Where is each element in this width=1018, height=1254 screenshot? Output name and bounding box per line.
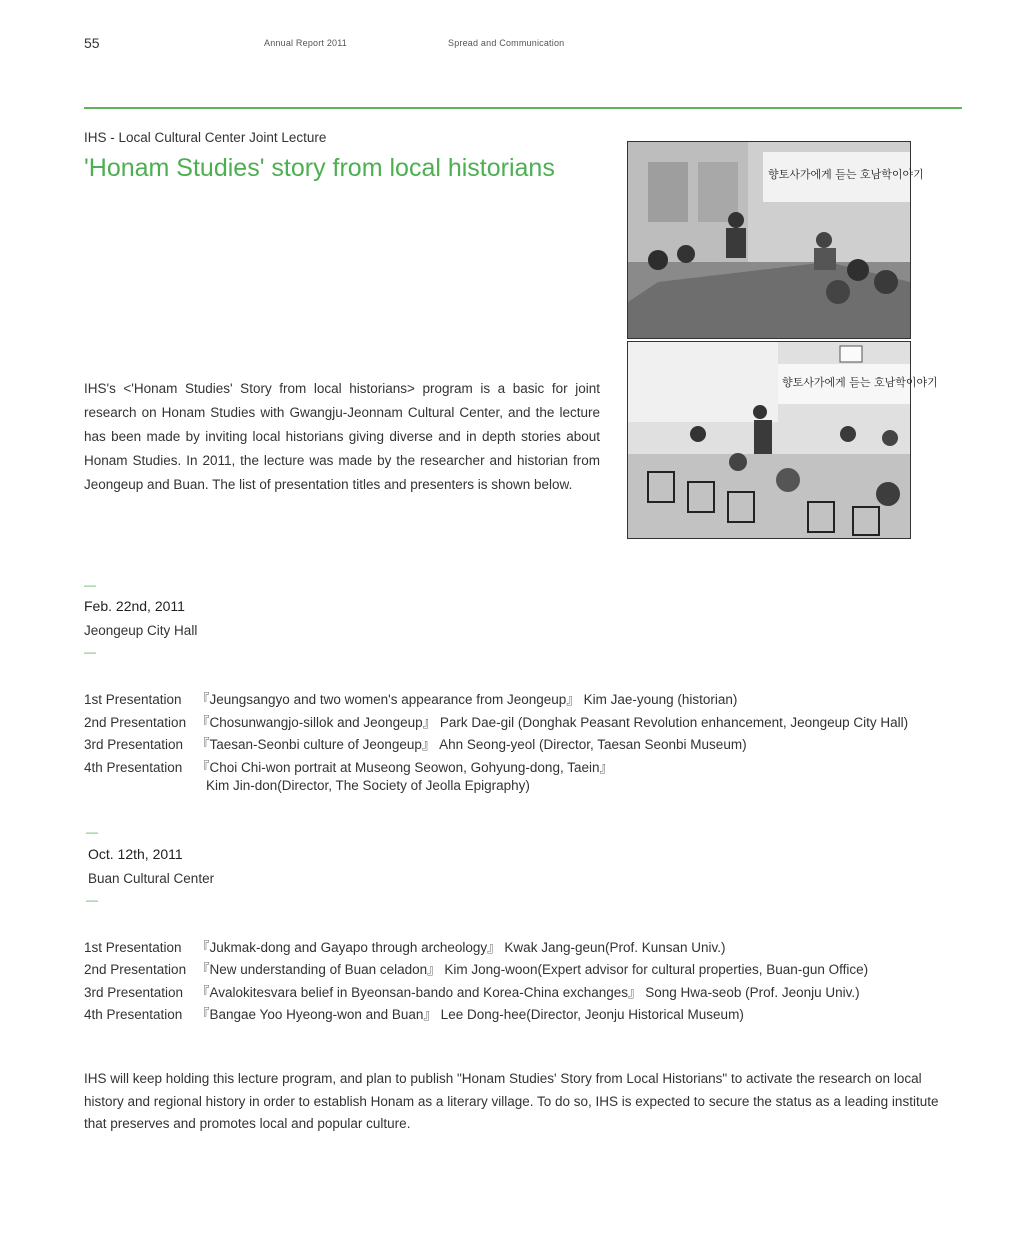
presentation-text: 『Avalokitesvara belief in Byeonsan-bando and Korea-China exchanges』 Song Hwa-seob (Prof. Jeonju Univ.) [196, 985, 860, 1000]
presentation-text: 『Choi Chi-won portrait at Museong Seowon, Gohyung-dong, Taein』 [196, 760, 613, 775]
presentation-row [84, 688, 737, 708]
closing-paragraph: IHS will keep holding this lecture program, and plan to publish "Honam Studies' Story from Local Historians" to activate the research on local history and regional history in order to establish Honam as a literary village. To do so, IHS is expected to secure the status as a leading institute that preserves and promotes local and popular culture. [84, 1071, 939, 1131]
article-title: 'Honam Studies' story from local historians [84, 154, 555, 182]
presentation-label: 2nd Presentation [84, 962, 187, 977]
section-title: Spread and Communication [448, 38, 565, 48]
presentation-text: 『Jeungsangyo and two women's appearance from Jeongeup』 Kim Jae-young (historian) [196, 692, 738, 707]
presentation-row [84, 733, 747, 753]
intro-paragraph: IHS's <'Honam Studies' Story from local historians> program is a basic for joint research on Honam Studies with Gwangju-Jeonnam Cultural Center, and the lecture has been made by inviting local historians giving diverse and in depth stories about Honam Studies. In 2011, the lecture was made by the researcher and historian from Jeongeup and Buan. The list of presentation titles and presenters is shown below. [84, 381, 600, 492]
event-date: Feb. 22nd, 2011 [84, 598, 185, 614]
publication-title: Annual Report 2011 [264, 38, 347, 48]
header-rule [84, 107, 962, 109]
photo1-banner-text: 향토사가에게 듣는 호남학이야기 [768, 168, 924, 181]
presentation-label: 1st Presentation [84, 692, 182, 707]
presentation-label: 4th Presentation [84, 760, 183, 775]
presentation-label: 3rd Presentation [84, 985, 184, 1000]
presentation-presenter-continued: Kim Jin-don(Director, The Society of Jeolla Epigraphy) [206, 778, 530, 793]
presentation-row [84, 936, 726, 956]
photo2-banner-text: 향토사가에게 듣는 호남학이야기 [782, 376, 938, 389]
presentation-text: 『Bangae Yoo Hyeong-won and Buan』 Lee Dong-hee(Director, Jeonju Historical Museum) [196, 1007, 744, 1022]
presentation-label: 1st Presentation [84, 940, 182, 955]
event-venue: Buan Cultural Center [88, 871, 215, 886]
presentation-row [84, 981, 860, 1001]
presentation-label: 3rd Presentation [84, 737, 184, 752]
section-divider-dash: — [86, 825, 98, 839]
lecture-photo-1 [627, 141, 924, 339]
presentation-label: 4th Presentation [84, 1007, 183, 1022]
presentation-row [84, 1003, 744, 1023]
event-venue: Jeongeup City Hall [84, 623, 198, 638]
presentation-text: 『Jukmak-dong and Gayapo through archeology』 Kwak Jang-geun(Prof. Kunsan Univ.) [196, 940, 726, 955]
presentation-text: 『New understanding of Buan celadon』 Kim Jong-woon(Expert advisor for cultural properties, Buan-gun Office) [196, 962, 869, 977]
presentation-text: 『Taesan-Seonbi culture of Jeongeup』 Ahn Seong-yeol (Director, Taesan Seonbi Museum) [196, 737, 747, 752]
section-divider-dash: — [84, 645, 96, 659]
presentation-row [84, 711, 908, 731]
page-number: 55 [84, 35, 100, 51]
lecture-photo-2 [627, 341, 938, 539]
presentation-row [84, 756, 613, 776]
section-divider-dash: — [86, 893, 98, 907]
event-date: Oct. 12th, 2011 [88, 846, 183, 862]
presentation-row [84, 958, 868, 978]
article-kicker: IHS - Local Cultural Center Joint Lecture [84, 130, 327, 145]
presentation-label: 2nd Presentation [84, 715, 187, 730]
section-divider-dash: — [84, 578, 96, 592]
presentation-text: 『Chosunwangjo-sillok and Jeongeup』 Park Dae-gil (Donghak Peasant Revolution enhancement, Jeongeup City Hall) [196, 715, 909, 730]
